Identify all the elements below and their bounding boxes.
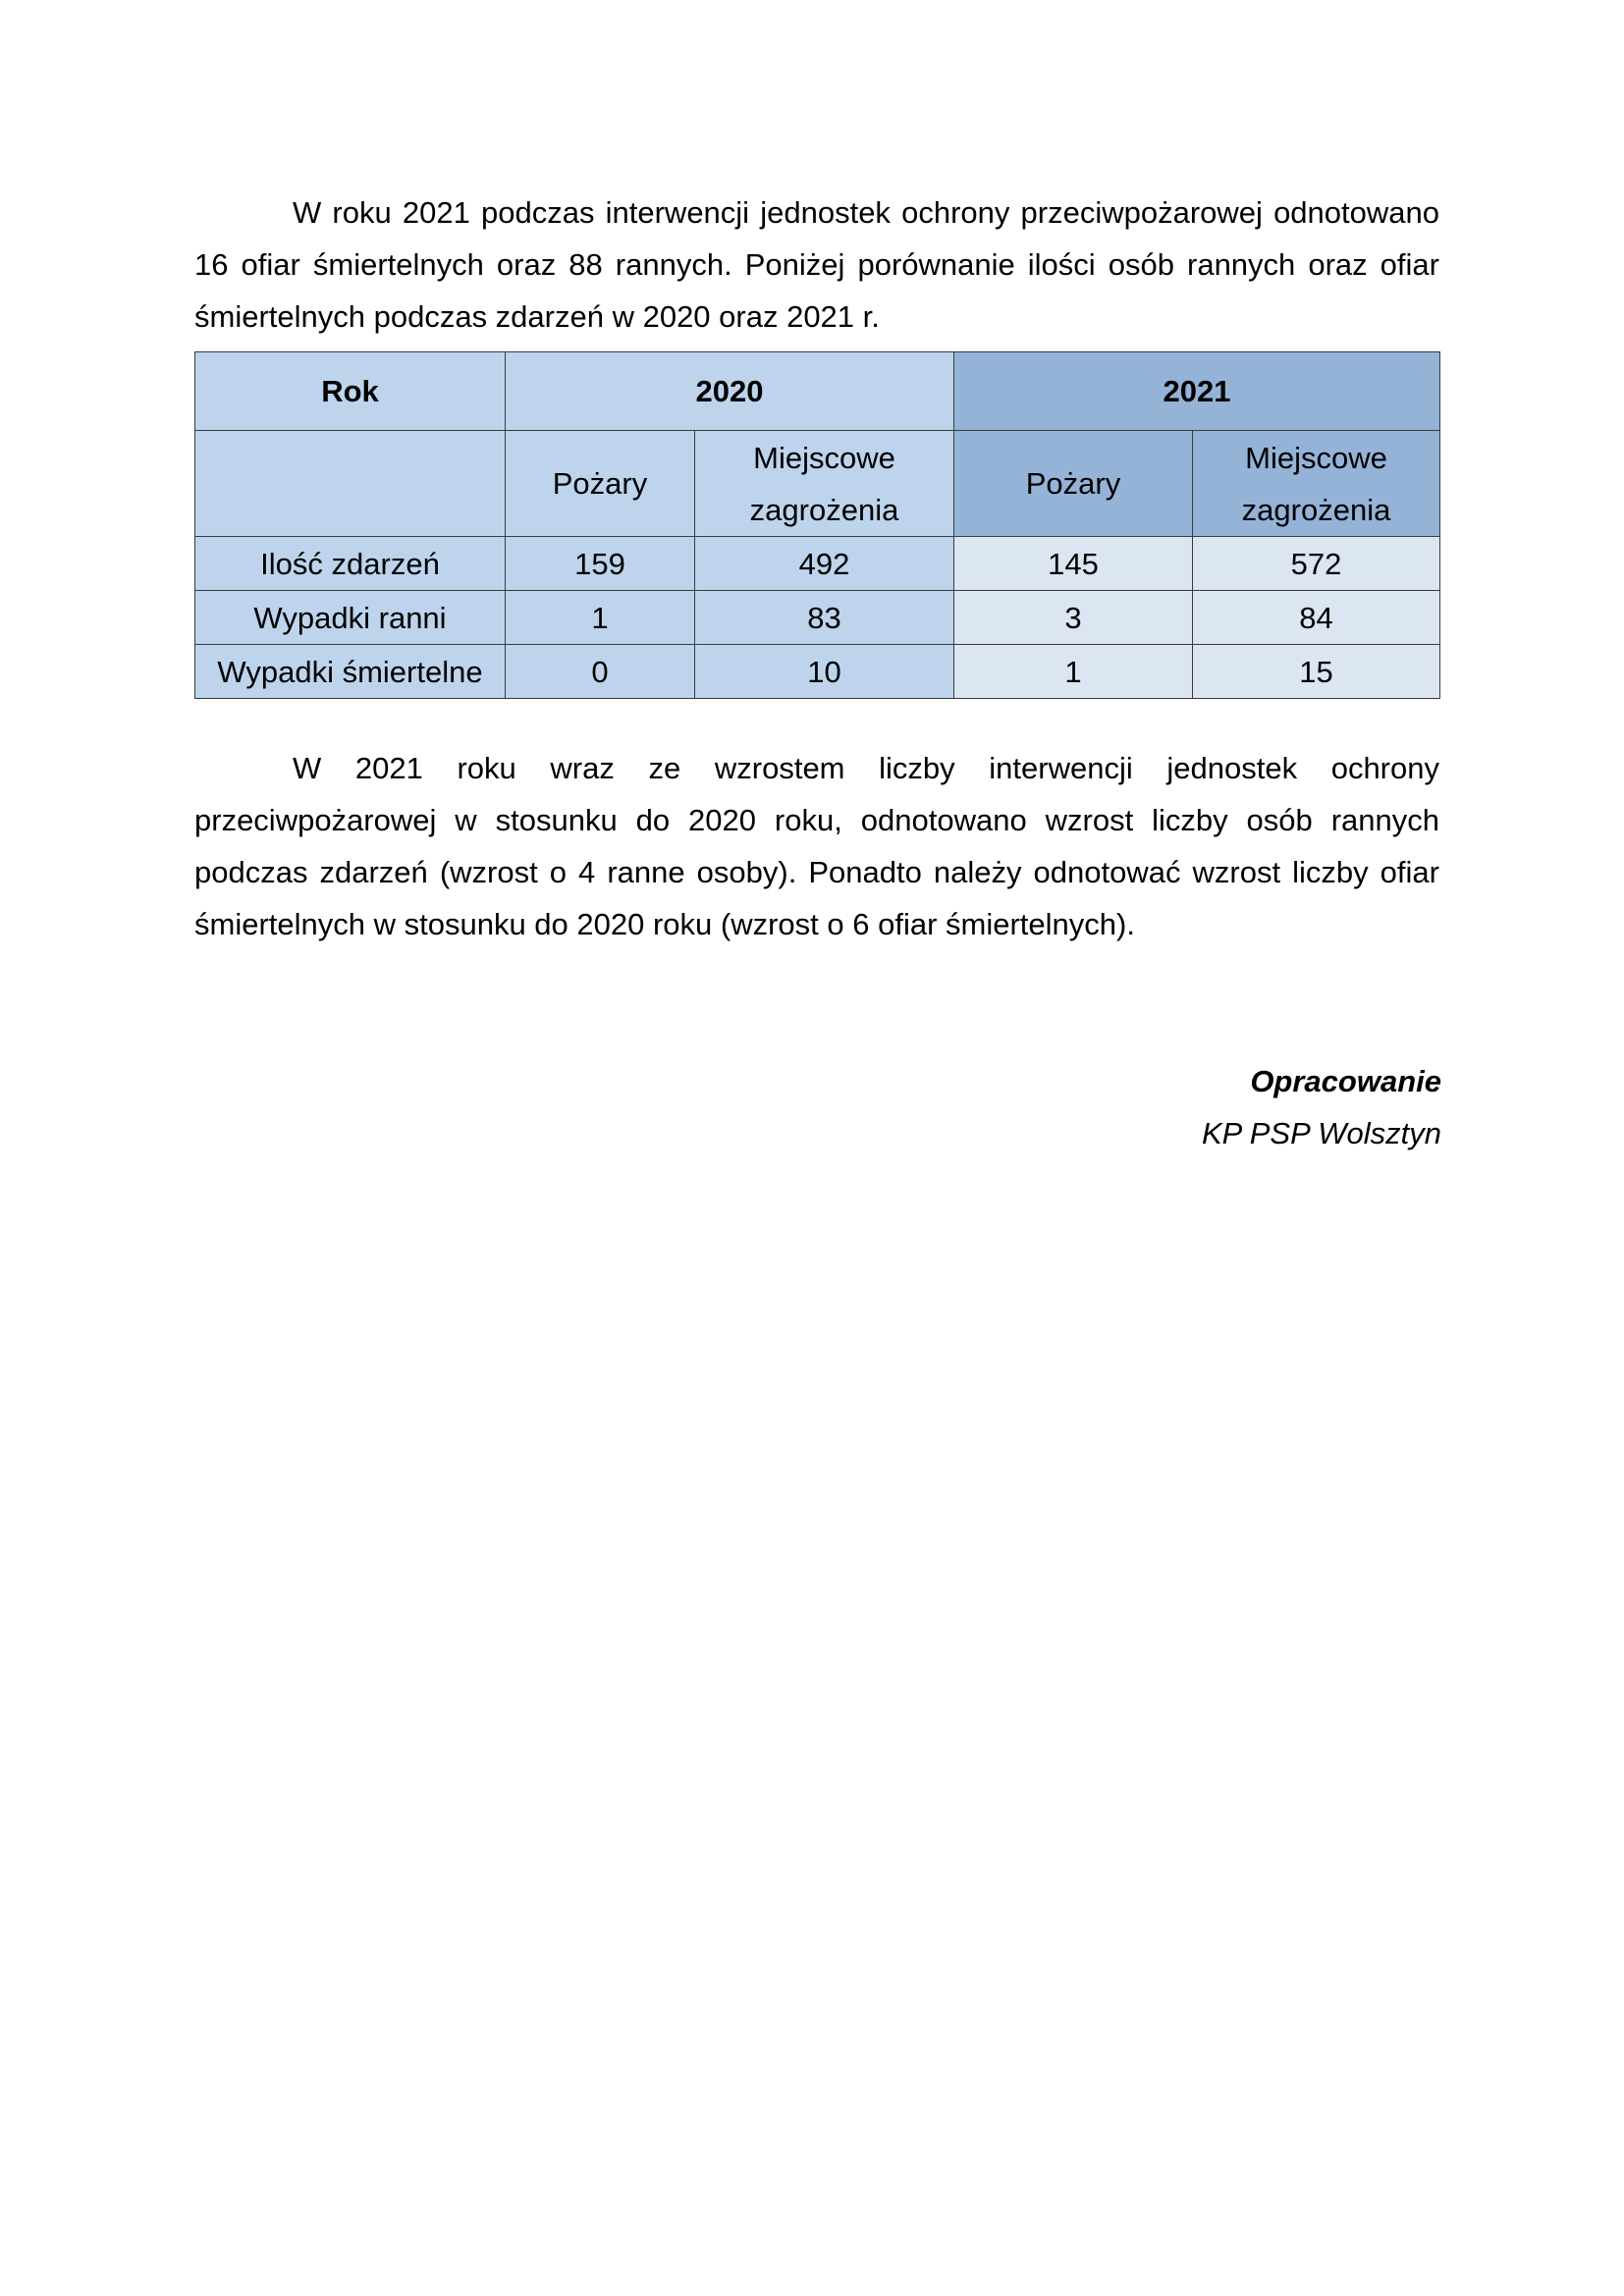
table-row [195,537,1440,591]
cell-2020-local-threats: 492 [695,537,954,591]
signature-title: Opracowanie [1250,1064,1441,1098]
subheader-2020-fires: Pożary [506,431,695,537]
subheader-2021-local-threats [1193,431,1440,537]
statistics-table [194,351,1440,699]
subheader-2021-fires: Pożary [954,431,1193,537]
subheader-2020-local-threats [695,431,954,537]
row-label: Wypadki ranni [195,591,506,645]
cell-2021-fires: 1 [954,645,1193,699]
local-threats-line2: zagrożenia [1241,492,1391,527]
table-row [195,645,1440,699]
header-rok: Rok [195,352,506,431]
cell-2020-local-threats: 83 [695,591,954,645]
local-threats-line2: zagrożenia [749,492,899,527]
table-row [195,591,1440,645]
table-subheader-row [195,431,1440,537]
cell-2020-fires: 0 [506,645,695,699]
table-header-row [195,352,1440,431]
cell-2020-fires: 159 [506,537,695,591]
header-year-2020: 2020 [506,352,954,431]
cell-2021-fires: 145 [954,537,1193,591]
cell-2020-fires: 1 [506,591,695,645]
header-year-2021: 2021 [954,352,1440,431]
summary-paragraph: W 2021 roku wraz ze wzrostem liczby interwencji jednostek ochrony przeciwpożarowej w stosunku do 2020 roku, odnotowano wzrost liczby osób rannych podczas zdarzeń (wzrost o 4 ranne osoby). Ponadto należy odnotować wzrost liczby ofiar śmiertelnych w stosunku do 2020 roku (wzrost o 6 ofiar śmiertelnych). [194,751,1439,941]
signature-organization: KP PSP Wolsztyn [1201,1116,1441,1150]
intro-paragraph: W roku 2021 podczas interwencji jednostek ochrony przeciwpożarowej odnotowano 16 ofiar śmiertelnych oraz 88 rannych. Poniżej porównanie ilości osób rannych oraz ofiar śmiertelnych podczas zdarzeń w 2020 oraz 2021 r. [194,195,1439,334]
row-label: Wypadki śmiertelne [195,645,506,699]
local-threats-line1: Miejscowe [753,440,895,475]
subheader-empty [195,431,506,537]
cell-2021-local-threats: 15 [1193,645,1440,699]
cell-2020-local-threats: 10 [695,645,954,699]
cell-2021-fires: 3 [954,591,1193,645]
cell-2021-local-threats: 572 [1193,537,1440,591]
cell-2021-local-threats: 84 [1193,591,1440,645]
local-threats-line1: Miejscowe [1245,440,1387,475]
row-label: Ilość zdarzeń [195,537,506,591]
